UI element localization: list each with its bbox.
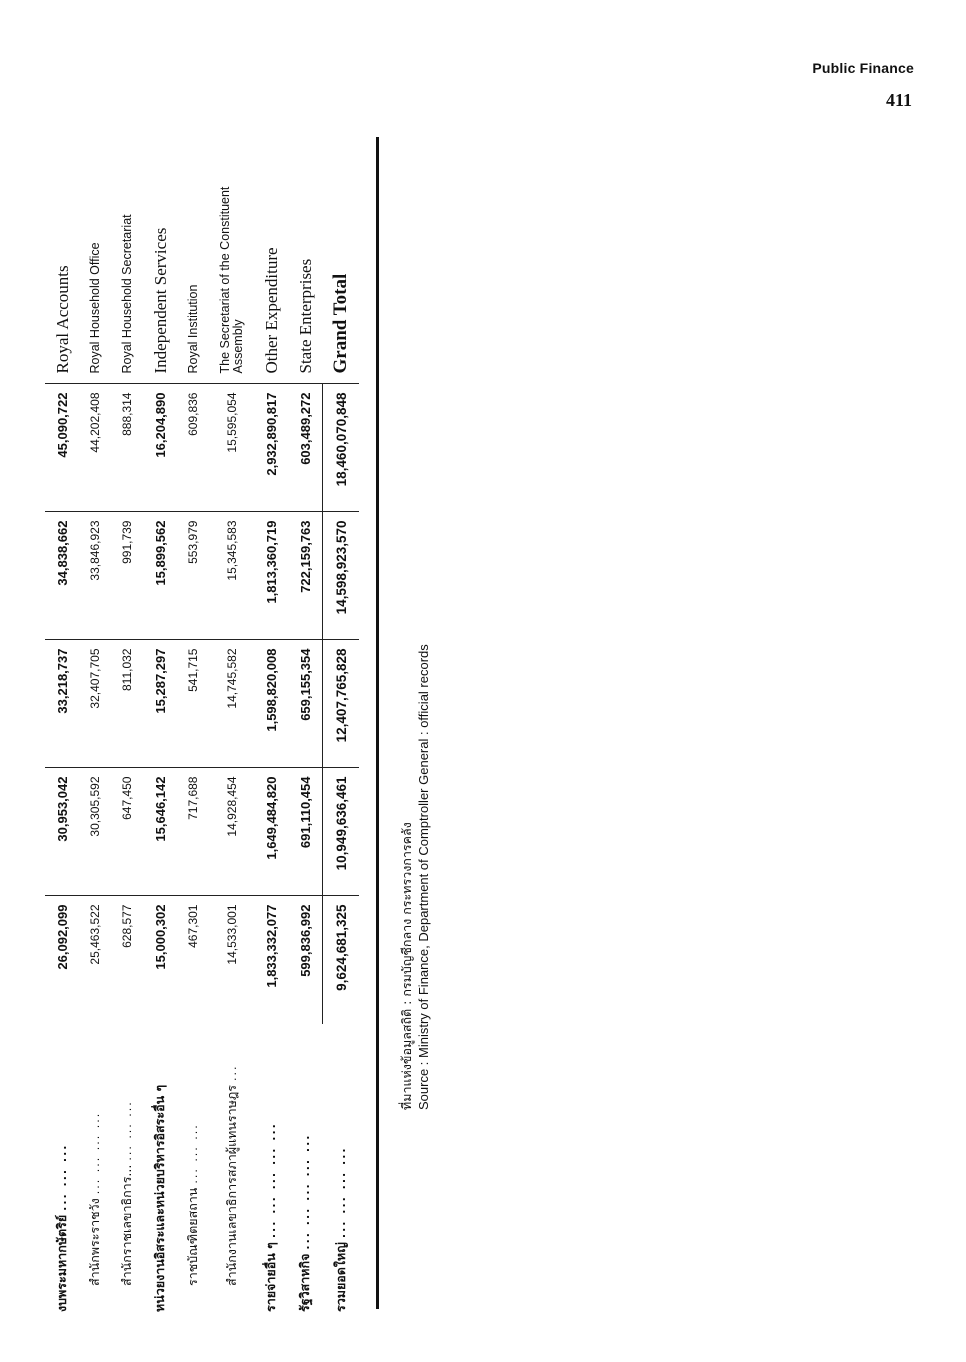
value-cell: 541,715 — [177, 640, 209, 768]
value-cell: 15,595,054 — [209, 384, 254, 512]
value-cell: 45,090,722 — [45, 384, 79, 512]
value-cell: 609,836 — [177, 384, 209, 512]
english-label: State Enterprises — [295, 258, 315, 374]
thai-label: รายจ่ายอื่น ๆ... ... ... ... ... — [263, 1122, 278, 1312]
thai-label: รวมยอดใหญ่... ... ... ... — [332, 1146, 348, 1312]
value-cell: 9,624,681,325 — [323, 896, 360, 1024]
value-cell: 888,314 — [111, 384, 143, 512]
value-cell: 44,202,408 — [79, 384, 111, 512]
value-cell: 467,301 — [177, 896, 209, 1024]
value-cell: 14,928,454 — [209, 768, 254, 896]
value-cell: 32,407,705 — [79, 640, 111, 768]
english-label: The Secretariat of the Constituent Assembly — [217, 186, 245, 374]
value-cell: 34,838,662 — [45, 512, 79, 640]
english-label: Independent Services — [150, 227, 170, 374]
value-cell: 599,836,992 — [288, 896, 323, 1024]
value-cell: 33,846,923 — [79, 512, 111, 640]
value-cell: 12,407,765,828 — [323, 640, 360, 768]
value-cell: 14,533,001 — [209, 896, 254, 1024]
thai-label: สำนักงานเลขาธิการสภาผู้แทนราษฎร... — [223, 1064, 239, 1286]
value-cell: 717,688 — [177, 768, 209, 896]
english-label: Royal Accounts — [52, 265, 72, 374]
table-row — [254, 142, 288, 1312]
value-cell: 25,463,522 — [79, 896, 111, 1024]
value-cell: 722,159,763 — [288, 512, 323, 640]
table-row — [209, 142, 254, 1312]
expenditure-table — [45, 142, 380, 1312]
value-cell: 16,204,890 — [143, 384, 177, 512]
thai-source-note: ที่มาแห่งข้อมูลสถิติ : กรมบัญชีกลาง กระทรวงการคลัง — [399, 822, 414, 1110]
english-label: Royal Institution — [185, 284, 200, 374]
value-cell: 603,489,272 — [288, 384, 323, 512]
value-cell: 553,979 — [177, 512, 209, 640]
value-cell: 15,287,297 — [143, 640, 177, 768]
value-cell: 2,932,890,817 — [254, 384, 288, 512]
thai-label: ราชบัณฑิตยสถาน... ... ... — [185, 1123, 200, 1286]
value-cell: 15,345,583 — [209, 512, 254, 640]
value-cell: 26,092,099 — [45, 896, 79, 1024]
value-cell: 15,899,562 — [143, 512, 177, 640]
value-cell: 14,598,923,570 — [323, 512, 360, 640]
value-cell: 647,450 — [111, 768, 143, 896]
table-row — [79, 142, 111, 1312]
value-cell: 33,218,737 — [45, 640, 79, 768]
english-label: Royal Household Office — [87, 242, 102, 374]
table-row — [143, 142, 177, 1312]
thai-label: งบพระมหากษัตริย์... ... ... — [54, 1143, 69, 1312]
page-number: 411 — [885, 90, 912, 110]
table-row — [288, 142, 323, 1312]
english-source-note: Source : Ministry of Finance, Department of Comptroller General : official records — [416, 644, 431, 1110]
running-title: Public Finance — [812, 60, 914, 76]
value-cell: 10,949,636,461 — [323, 768, 360, 896]
table-row — [177, 142, 209, 1312]
table-row-total — [323, 142, 360, 1312]
value-cell: 18,460,070,848 — [323, 384, 360, 512]
value-cell: 15,646,142 — [143, 768, 177, 896]
english-label: Other Expenditure — [261, 247, 281, 374]
value-cell: 991,739 — [111, 512, 143, 640]
value-cell: 628,577 — [111, 896, 143, 1024]
thai-label: สำนักพระราชวัง... ... ... ... — [87, 1111, 102, 1286]
thai-label: หน่วยงานอิสระและหน่วยบริหารอิสระอื่น ๆ — [152, 1084, 167, 1312]
source-notes — [398, 390, 432, 1110]
english-label: Grand Total — [330, 273, 352, 374]
table-row — [111, 142, 143, 1312]
value-cell: 30,953,042 — [45, 768, 79, 896]
thai-label: สำนักราชเลขาธิการ...... ... ... — [119, 1100, 134, 1286]
value-cell: 1,813,360,719 — [254, 512, 288, 640]
value-cell: 659,155,354 — [288, 640, 323, 768]
value-cell: 811,032 — [111, 640, 143, 768]
value-cell: 14,745,582 — [209, 640, 254, 768]
table-row — [45, 142, 79, 1312]
value-cell: 1,649,484,820 — [254, 768, 288, 896]
value-cell: 30,305,592 — [79, 768, 111, 896]
thai-label: รัฐวิสาหกิจ... ... ... ... ... — [297, 1133, 313, 1312]
value-cell: 691,110,454 — [288, 768, 323, 896]
value-cell: 1,833,332,077 — [254, 896, 288, 1024]
value-cell: 1,598,820,008 — [254, 640, 288, 768]
english-label: Royal Household Secretariat — [119, 214, 134, 374]
value-cell: 15,000,302 — [143, 896, 177, 1024]
